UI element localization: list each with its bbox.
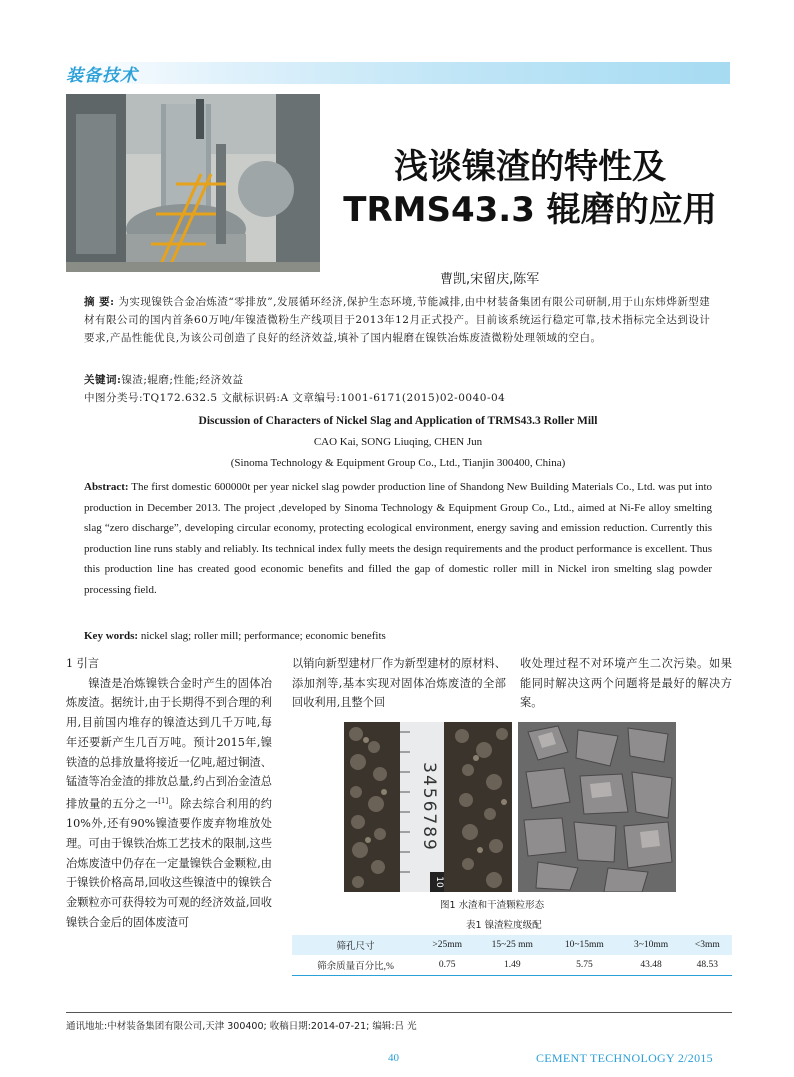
english-keywords	[84, 626, 712, 647]
footnote-rule	[66, 1012, 732, 1013]
title-line-1: 浅谈镍渣的特性及	[394, 147, 666, 187]
table-cell: 1.49	[504, 960, 521, 970]
table-cell: 5.75	[576, 960, 593, 970]
cn-keywords-text: 镍渣;辊磨;性能;经济效益	[121, 374, 244, 386]
cn-abstract-text: 为实现镍铁合金冶炼渣“零排放”,发展循环经济,保护生态环境,节能减排,由中材装备集团有限公司研制,用于山东炜烨新型建材有限公司的国内首条60万吨/年镍渣微粉生产线项目于2013年12月正式投产。目前该系统运行稳定可靠,技术指标完全达到设计要求,产品性能优良,为该公司创造了良好的经济效益,填补了国内辊磨在镍铁冶炼废渣微粉处理领域的空白。	[84, 296, 711, 344]
cn-keywords-label: 关键词:	[84, 374, 122, 386]
body-column-3: 收处理过程不对环境产生二次污染。如果能同时解决这两个问题将是最好的解决方案。	[520, 657, 732, 710]
english-keywords-label: Key words:	[84, 630, 139, 642]
classification-line: 中图分类号:TQ172.632.5 文献标识码:A 文章编号:1001-6171(2015)02-0040-04	[84, 392, 506, 404]
journal-name: CEMENT TECHNOLOGY 2/2015	[536, 1051, 713, 1065]
ruler-extra: 10	[434, 876, 444, 888]
authors: 曹凯,宋留庆,陈军	[440, 272, 540, 287]
english-abstract-text: The first domestic 600000t per year nickel slag powder production line of Shandong New Building Materials Co., Ltd. was put into production in December 2013. The project ,developed by Sinoma Technology & Equipment Group Co., Ltd., aimed at Ni-Fe alloy smelting slag “zero discharge”, developing circular economy, protecting ecological environment, energy saving and emission reduction. Currently this production line runs stably and reliably. Its technical index fully meets the design requirements and the product performance is excellent. Thus this production line has created good economic benefits and filled the gap of domestic roller mill in Nickel iron smelting slag powder processing field.	[84, 481, 712, 596]
table-row	[292, 955, 732, 976]
table-cell: 48.53	[696, 960, 719, 970]
figure-water-slag	[344, 722, 512, 892]
footnote: 通讯地址:中材装备集团有限公司,天津 300400; 收稿日期:2014-07-21; 编辑:吕 光	[66, 1021, 417, 1032]
figure-caption: 图1 水渣和干渣颗粒形态	[440, 900, 545, 911]
cn-abstract	[84, 293, 712, 347]
section-header-bar	[64, 62, 730, 84]
title-line-2: TRMS43.3 辊磨的应用	[343, 190, 717, 230]
mill-photo	[66, 94, 320, 272]
table-header-cell: >25mm	[432, 940, 463, 950]
english-authors: CAO Kai, SONG Liuqing, CHEN Jun	[313, 436, 483, 448]
table-header-row	[292, 935, 732, 955]
cn-abstract-label: 摘 要:	[84, 296, 115, 308]
table-cell: 0.75	[438, 960, 456, 970]
table-header-cell: <3mm	[694, 940, 720, 950]
section-label: 装备技术	[66, 66, 138, 86]
table-cell: 43.48	[640, 960, 662, 970]
table-header-cell: 10~15mm	[564, 940, 604, 950]
english-affiliation: (Sinoma Technology & Equipment Group Co., Ltd., Tianjin 300400, China)	[230, 457, 566, 469]
english-abstract	[84, 477, 712, 600]
table-header-cell: 筛孔尺寸	[336, 942, 375, 952]
intro-text-part2: 。除去综合利用的约10%外,还有90%镍渣要作废弃物堆放处理。可由于镍铁冶炼工艺技术的限制,这些冶炼废渣中仍存在一定量镍铁合金颗粒,由于镍铁价格高昂,回收这些镍渣中的镍铁合金颗粒亦可获得较为可观的经济效益,回收镍铁合金后的固体废渣可	[66, 797, 272, 929]
table-header-cell: 3~10mm	[634, 940, 669, 950]
page-number: 40	[388, 1052, 399, 1064]
intro-text-part1: 镍渣是冶炼镍铁合金时产生的固体冶炼废渣。据统计,由于长期得不到合理的利用,目前国内堆存的镍渣达到几千万吨,每年还要新产生几百万吨。预计2015年,镍铁渣的总排放量将接近一亿吨,超过铜渣、锰渣等冶金渣的排放总量,约占到冶金渣总排放量的五分之一	[66, 676, 272, 811]
ruler-digits: 3456789	[419, 762, 439, 852]
english-abstract-label: Abstract:	[84, 481, 129, 493]
table-caption: 表1 镍渣粒度级配	[466, 920, 542, 931]
body-column-1	[66, 654, 272, 933]
english-keywords-text: nickel slag; roller mill; performance; economic benefits	[140, 630, 386, 642]
slag-size-table	[292, 935, 732, 976]
reference-marker: [1]	[158, 796, 169, 805]
table-row-label: 筛余质量百分比,%	[317, 962, 394, 972]
figure-dry-slag	[518, 722, 676, 892]
intro-paragraph	[66, 674, 272, 933]
cn-keywords	[84, 371, 712, 389]
table-header-cell: 15~25 mm	[491, 940, 533, 950]
english-title: Discussion of Characters of Nickel Slag and Application of TRMS43.3 Roller Mill	[198, 415, 598, 427]
section-heading: 1 引言	[66, 657, 100, 670]
body-column-2: 以销向新型建材厂作为新型建材的原材料、添加剂等,基本实现对固体冶炼废渣的全部回收利用,且整个回	[292, 657, 506, 710]
